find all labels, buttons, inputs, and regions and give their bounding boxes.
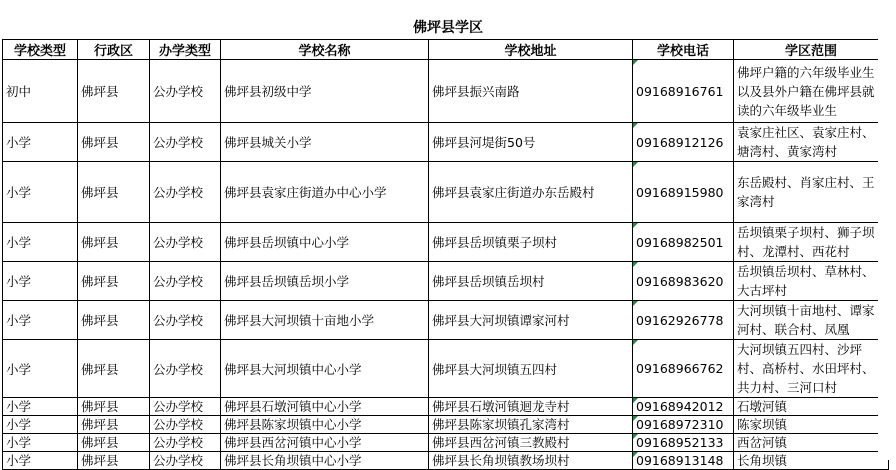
cell-district[interactable]: 佛坪县 [78,262,150,301]
table-row [3,162,889,223]
cell-school-nature[interactable]: 公办学校 [150,262,221,301]
header-district-range[interactable]: 学区范围 [734,40,889,60]
table-row [3,398,889,416]
cell-school-phone[interactable]: 09168913148 [633,452,734,470]
table-row [3,340,889,398]
cell-school-nature[interactable]: 公办学校 [150,162,221,223]
cell-district-range[interactable]: 西岔河镇 [734,434,889,452]
cell-district-range[interactable]: 大河坝镇十亩地村、谭家河村、联合村、凤凰 [734,301,889,340]
cell-district-range[interactable]: 大河坝镇五四村、沙坪村、高桥村、水田坪村、共力村、三河口村 [734,340,889,398]
cell-school-type[interactable]: 小学 [3,452,78,470]
cell-school-address[interactable]: 佛坪县长角坝镇教场坝村 [429,452,633,470]
cell-school-phone[interactable]: 09168916761 [633,60,734,123]
cell-school-phone[interactable]: 09168983620 [633,262,734,301]
cell-district[interactable]: 佛坪县 [78,123,150,162]
table-row [3,452,889,470]
cell-district[interactable]: 佛坪县 [78,340,150,398]
cell-district[interactable]: 佛坪县 [78,398,150,416]
cell-district[interactable]: 佛坪县 [78,162,150,223]
cell-district-range[interactable]: 长角坝镇 [734,452,889,470]
cell-school-type[interactable]: 小学 [3,223,78,262]
cell-school-address[interactable]: 佛坪县大河坝镇五四村 [429,340,633,398]
cell-school-address[interactable]: 佛坪县袁家庄街道办东岳殿村 [429,162,633,223]
cell-school-nature[interactable]: 公办学校 [150,60,221,123]
table-row [3,262,889,301]
table-row [3,301,889,340]
school-district-table [2,39,889,470]
header-district[interactable]: 行政区 [78,40,150,60]
sheet-title: 佛坪县学区 [413,20,483,36]
cell-school-nature[interactable]: 公办学校 [150,452,221,470]
header-school-address[interactable]: 学校地址 [429,40,633,60]
table-row [3,416,889,434]
cell-school-nature[interactable]: 公办学校 [150,123,221,162]
table-row [3,434,889,452]
cell-district[interactable]: 佛坪县 [78,416,150,434]
cell-school-name[interactable]: 佛坪县岳坝镇岳坝小学 [221,262,429,301]
cell-school-type[interactable]: 小学 [3,123,78,162]
cell-school-phone[interactable]: 09168912126 [633,123,734,162]
cell-school-nature[interactable]: 公办学校 [150,340,221,398]
cell-school-type[interactable]: 小学 [3,301,78,340]
cell-school-nature[interactable]: 公办学校 [150,416,221,434]
cell-school-address[interactable]: 佛坪县西岔河镇三教殿村 [429,434,633,452]
cell-school-address[interactable]: 佛坪县岳坝镇栗子坝村 [429,223,633,262]
header-school-name[interactable]: 学校名称 [221,40,429,60]
cell-school-address[interactable]: 佛坪县振兴南路 [429,60,633,123]
header-row [3,40,889,60]
cell-school-address[interactable]: 佛坪县岳坝镇岳坝村 [429,262,633,301]
cell-school-type[interactable]: 小学 [3,434,78,452]
cell-school-name[interactable]: 佛坪县大河坝镇中心小学 [221,340,429,398]
cell-school-type[interactable]: 小学 [3,416,78,434]
cell-school-name[interactable]: 佛坪县石墩河镇中心小学 [221,398,429,416]
header-school-phone[interactable]: 学校电话 [633,40,734,60]
cell-school-type[interactable]: 小学 [3,398,78,416]
cell-school-type[interactable]: 小学 [3,340,78,398]
cell-school-phone[interactable]: 09168982501 [633,223,734,262]
cell-school-address[interactable]: 佛坪县大河坝镇谭家河村 [429,301,633,340]
cell-school-name[interactable]: 佛坪县城关小学 [221,123,429,162]
cell-school-name[interactable]: 佛坪县大河坝镇十亩地小学 [221,301,429,340]
cell-school-name[interactable]: 佛坪县陈家坝镇中心小学 [221,416,429,434]
cell-school-phone[interactable]: 09168942012 [633,398,734,416]
cell-district[interactable]: 佛坪县 [78,434,150,452]
cell-district-range[interactable]: 佛坪户籍的六年级毕业生以及县外户籍在佛坪县就读的六年级毕业生 [734,60,889,123]
table-row [3,223,889,262]
cell-school-phone[interactable]: 09168972310 [633,416,734,434]
cell-school-name[interactable]: 佛坪县西岔河镇中心小学 [221,434,429,452]
cell-school-address[interactable]: 佛坪县河堤街50号 [429,123,633,162]
cell-district-range[interactable]: 袁家庄社区、袁家庄村、塘湾村、黄家湾村 [734,123,889,162]
cell-school-type[interactable]: 小学 [3,162,78,223]
cell-school-phone[interactable]: 09168915980 [633,162,734,223]
header-school-nature[interactable]: 办学类型 [150,40,221,60]
cell-school-address[interactable]: 佛坪县石墩河镇迴龙寺村 [429,398,633,416]
cell-school-address[interactable]: 佛坪县陈家坝镇孔家湾村 [429,416,633,434]
cell-district-range[interactable]: 东岳殿村、肖家庄村、王家湾村 [734,162,889,223]
cell-school-nature[interactable]: 公办学校 [150,301,221,340]
cell-school-name[interactable]: 佛坪县长角坝镇中心小学 [221,452,429,470]
cell-school-name[interactable]: 佛坪县初级中学 [221,60,429,123]
cell-school-phone[interactable]: 09168966762 [633,340,734,398]
cell-district[interactable]: 佛坪县 [78,60,150,123]
cell-district[interactable]: 佛坪县 [78,301,150,340]
cell-district-range[interactable]: 石墩河镇 [734,398,889,416]
cell-district[interactable]: 佛坪县 [78,452,150,470]
cell-school-phone[interactable]: 09162926778 [633,301,734,340]
cell-district-range[interactable]: 岳坝镇岳坝村、草林村、大古坪村 [734,262,889,301]
cell-school-nature[interactable]: 公办学校 [150,398,221,416]
cell-school-nature[interactable]: 公办学校 [150,434,221,452]
cell-school-nature[interactable]: 公办学校 [150,223,221,262]
table-row [3,123,889,162]
cell-district-range[interactable]: 陈家坝镇 [734,416,889,434]
header-school-type[interactable]: 学校类型 [3,40,78,60]
cell-school-name[interactable]: 佛坪县岳坝镇中心小学 [221,223,429,262]
cell-district-range[interactable]: 岳坝镇栗子坝村、狮子坝村、龙潭村、西花村 [734,223,889,262]
table-row [3,60,889,123]
window-edge [878,0,896,460]
cell-school-phone[interactable]: 09168952133 [633,434,734,452]
cell-district[interactable]: 佛坪县 [78,223,150,262]
cell-school-type[interactable]: 初中 [3,60,78,123]
cell-school-name[interactable]: 佛坪县袁家庄街道办中心小学 [221,162,429,223]
cell-school-type[interactable]: 小学 [3,262,78,301]
